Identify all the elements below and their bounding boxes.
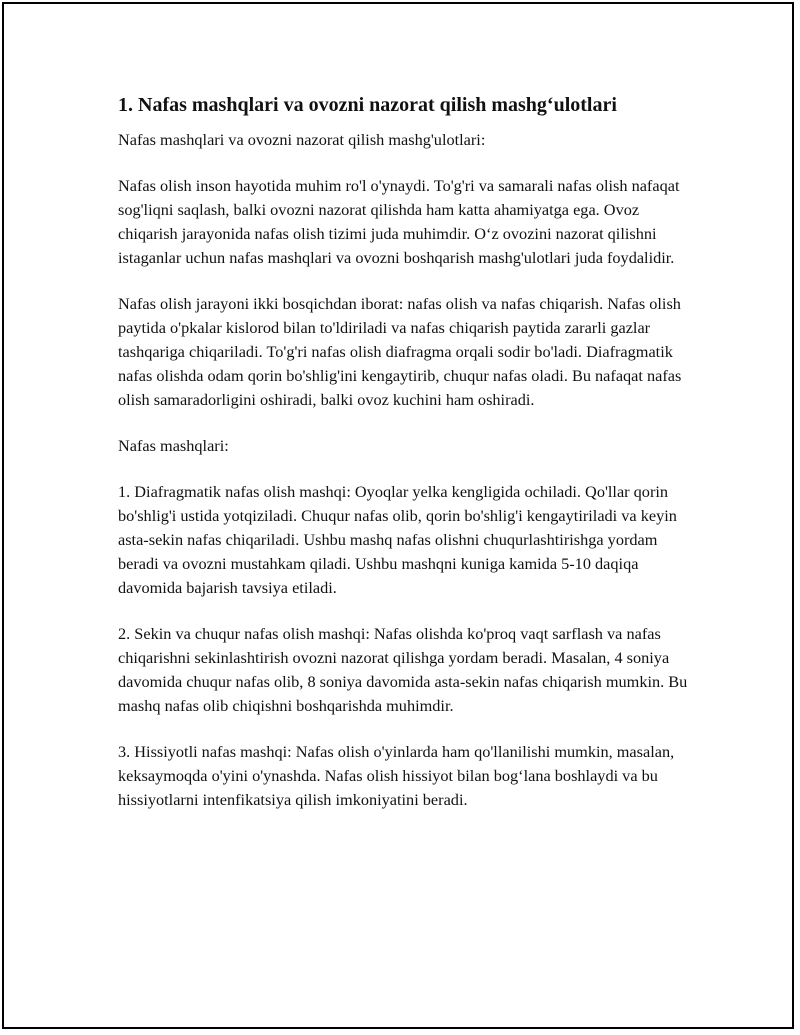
section-heading: 1. Nafas mashqlari va ovozni nazorat qilish mashg‘ulotlari xyxy=(118,94,617,116)
paragraph-exercises-title: Nafas mashqlari: xyxy=(118,436,229,455)
paragraph-exercise-2: 2. Sekin va chuqur nafas olish mashqi: Nafas olishda ko'proq vaqt sarflash va nafas chiqarishni sekinlashtirish ovozni nazorat qilishga yordam beradi. Masalan, 4 soniya davomida chuqur nafas olib, 8 soniya davomida asta-sekin nafas chiqarish mumkin. Bu mashq nafas olib chiqishni boshqarishda muhimdir. xyxy=(118,624,688,715)
paragraph-exercise-3: 3. Hissiyotli nafas mashqi: Nafas olish o'yinlarda ham qo'llanilishi mumkin, masalan, keksaymoqda o'yini o'ynashda. Nafas olish hissiyot bilan bog‘lana boshlaydi va bu hissiyotlarni intenfikatsiya qilish imkoniyatini beradi. xyxy=(118,742,675,809)
paragraph-breathing-importance: Nafas olish inson hayotida muhim ro'l o'ynaydi. To'g'ri va samarali nafas olish nafaqat sog'liqni saqlash, balki ovozni nazorat qilishda ham katta ahamiyatga ega. Ovoz chiqarish jarayonida nafas olish tizimi juda muhimdir. O‘z ovozini nazorat qilishni istaganlar uchun nafas mashqlari va ovozni boshqarish mashg'ulotlari juda foydalidir. xyxy=(118,176,680,267)
paragraph-exercise-1: 1. Diafragmatik nafas olish mashqi: Oyoqlar yelka kengligida ochiladi. Qo'llar qorin bo'shlig'i ustida yotqiziladi. Chuqur nafas olib, qorin bo'shlig'i kengaytiriladi va keyin asta-sekin nafas chiqariladi. Ushbu mashq nafas olishni chuqurlashtirishga yordam beradi va ovozni mustahkam qiladi. Ushbu mashqni kuniga kamida 5-10 daqiqa davomida bajarish tavsiya etiladi. xyxy=(118,482,677,597)
paragraph-breathing-process: Nafas olish jarayoni ikki bosqichdan iborat: nafas olish va nafas chiqarish. Nafas olish paytida o'pkalar kislorod bilan to'ldiriladi va nafas chiqarish paytida zararli gazlar tashqariga chiqariladi. To'g'ri nafas olish diafragma orqali sodir bo'ladi. Diafragmatik nafas olishda odam qorin bo'shlig'ini kengaytirib, chuqur nafas oladi. Bu nafaqat nafas olish samaradorligini oshiradi, balki ovoz kuchini ham oshiradi. xyxy=(118,294,682,409)
document-body xyxy=(118,92,688,834)
paragraph-intro: Nafas mashqlari va ovozni nazorat qilish mashg'ulotlari: xyxy=(118,130,486,149)
